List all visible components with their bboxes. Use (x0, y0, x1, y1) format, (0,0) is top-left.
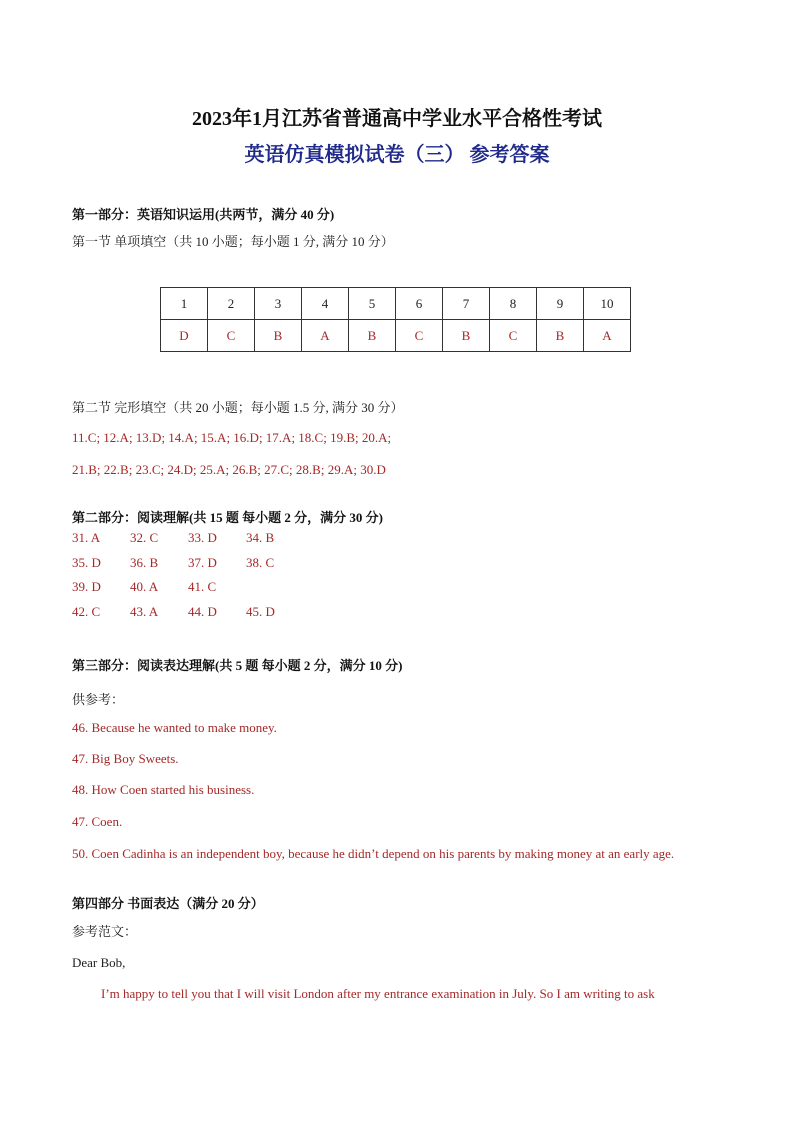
answer-item: 31. A (72, 530, 101, 545)
answer-49: 47. Coen. (72, 814, 123, 829)
answer-46: 46. Because he wanted to make money. (72, 720, 277, 735)
document-title: 2023年1月江苏省普通高中学业水平合格性考试 (192, 108, 602, 130)
answer-item: 35. D (72, 554, 101, 570)
table-cell-answer: D (161, 320, 208, 352)
answer-item: 39. D (72, 579, 101, 594)
part2-heading: 第二部分：阅读理解(共 15 题 每小题 2 分，满分 30 分) (72, 510, 383, 525)
table-cell-answer: B (537, 320, 584, 352)
table-cell-number: 3 (255, 288, 302, 320)
table-cell-number: 8 (490, 288, 537, 320)
answer-item: 37. D (188, 554, 217, 570)
table-row-answers (161, 320, 631, 352)
part4-heading: 第四部分 书面表达（满分 20 分） (72, 896, 264, 911)
answer-item: 45. D (246, 603, 275, 619)
answer-item: 36. B (130, 554, 159, 570)
document-subtitle: 英语仿真模拟试卷（三） 参考答案 (244, 144, 550, 166)
table-cell-number: 6 (396, 288, 443, 320)
table-cell-number: 10 (584, 288, 631, 320)
table-cell-number: 7 (443, 288, 490, 320)
table-cell-number: 5 (349, 288, 396, 320)
section1-answer-table (160, 287, 631, 352)
list-item (72, 579, 304, 604)
answer-item: 40. A (130, 579, 159, 594)
table-row-numbers (161, 288, 631, 320)
list-item (72, 555, 304, 580)
section1-heading: 第一节 单项填空（共 10 小题；每小题 1 分, 满分 10 分） (72, 234, 394, 249)
answer-item: 44. D (188, 603, 217, 619)
reading-answers (72, 530, 304, 628)
table-cell-answer: C (208, 320, 255, 352)
answer-item: 42. C (72, 603, 101, 619)
list-item (72, 604, 304, 629)
answer-item: 43. A (130, 603, 159, 619)
table-cell-number: 9 (537, 288, 584, 320)
answer-47: 47. Big Boy Sweets. (72, 751, 179, 766)
answer-item: 32. C (130, 530, 159, 545)
answer-50: 50. Coen Cadinha is an independent boy, because he didn’t depend on his parents by making money at an early age. (72, 846, 675, 861)
letter-body-line: I’m happy to tell you that I will visit London after my entrance examination in July. So I am writing to ask (101, 986, 655, 1001)
answer-item: 34. B (246, 530, 275, 545)
table-cell-answer: B (255, 320, 302, 352)
table-cell-answer: C (490, 320, 537, 352)
answer-item: 38. C (246, 554, 275, 570)
section2-answers-line1: 11.C; 12.A; 13.D; 14.A; 15.A; 16.D; 17.A; 18.C; 19.B; 20.A; (72, 430, 392, 445)
table-cell-answer: A (302, 320, 349, 352)
table-cell-number: 1 (161, 288, 208, 320)
table-cell-answer: A (584, 320, 631, 352)
table-cell-answer: B (349, 320, 396, 352)
table-cell-number: 2 (208, 288, 255, 320)
part1-heading: 第一部分：英语知识运用(共两节，满分 40 分) (72, 207, 335, 222)
section2-heading: 第二节 完形填空（共 20 小题；每小题 1.5 分, 满分 30 分） (72, 400, 404, 415)
part3-heading: 第三部分：阅读表达理解(共 5 题 每小题 2 分，满分 10 分) (72, 658, 403, 673)
letter-greeting: Dear Bob, (72, 955, 126, 970)
table-cell-answer: C (396, 320, 443, 352)
table-cell-number: 4 (302, 288, 349, 320)
table-cell-answer: B (443, 320, 490, 352)
reference-note: 供参考： (72, 692, 125, 707)
list-item (72, 530, 304, 555)
answer-item: 33. D (188, 530, 217, 545)
sample-essay-label: 参考范文： (72, 924, 138, 939)
answer-item: 41. C (188, 579, 217, 594)
section2-answers-line2: 21.B; 22.B; 23.C; 24.D; 25.A; 26.B; 27.C; 28.B; 29.A; 30.D (72, 462, 386, 477)
answer-48: 48. How Coen started his business. (72, 782, 255, 797)
